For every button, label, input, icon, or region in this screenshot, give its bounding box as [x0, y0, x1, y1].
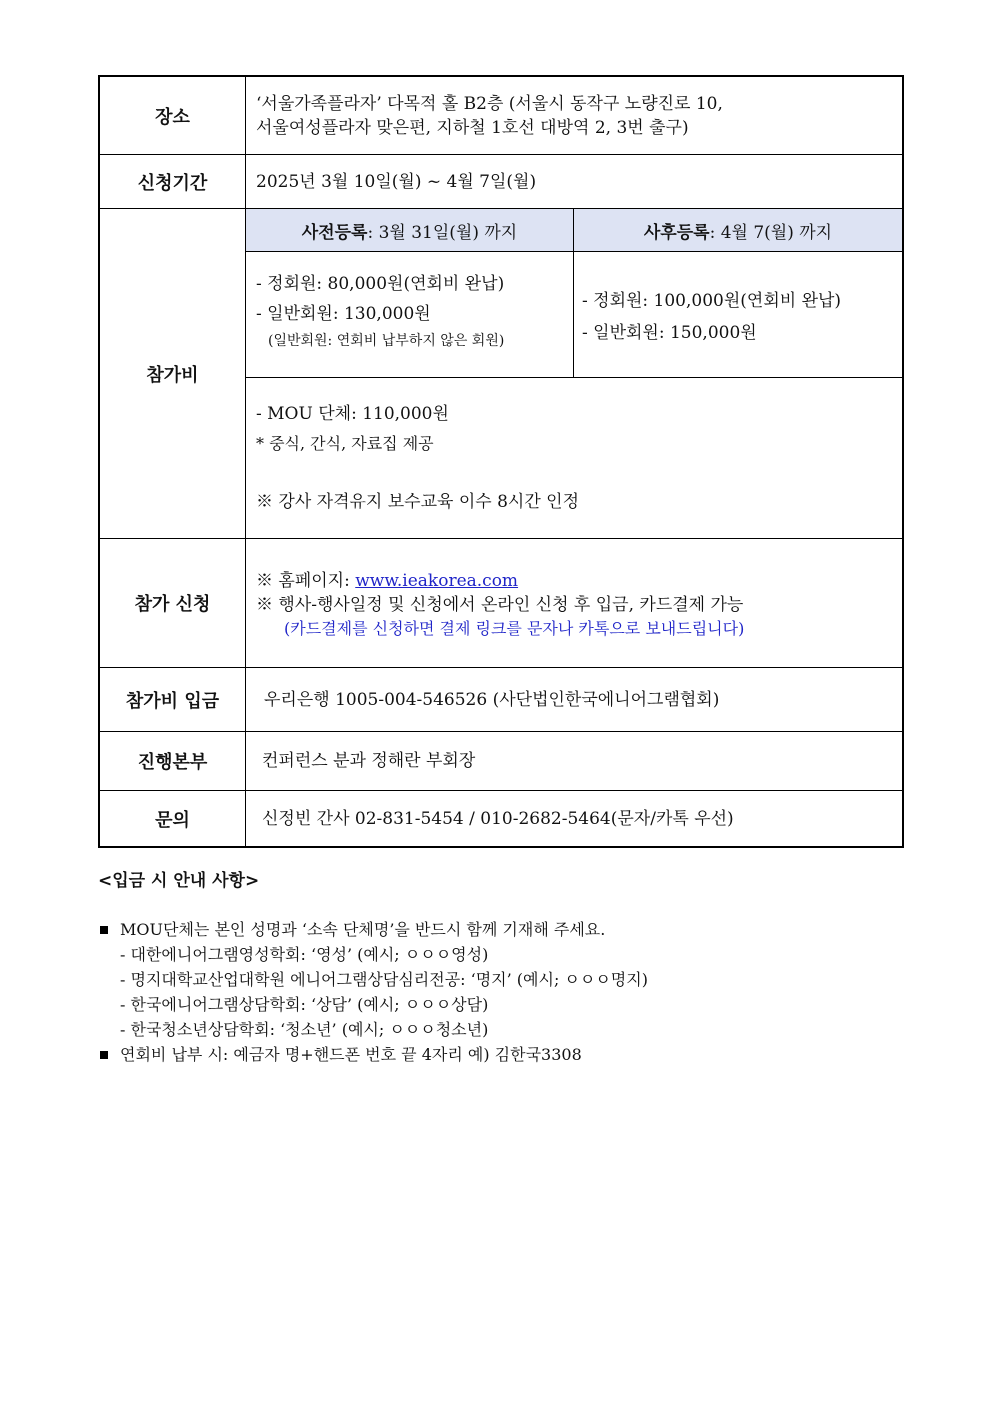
label-fee: 참가비 — [100, 209, 246, 538]
venue-line-1: ‘서울가족플라자’ 다목적 홀 B2층 (서울시 동작구 노량진로 10, — [256, 93, 723, 114]
homepage-line — [256, 569, 902, 593]
note-bullet-mou-text: MOU단체는 본인 성명과 ‘소속 단체명’을 반드시 함께 기재해 주세요. — [120, 920, 606, 939]
value-venue — [246, 77, 902, 154]
row-deposit — [100, 668, 902, 732]
info-table — [98, 75, 904, 848]
row-apply — [100, 539, 902, 668]
note-sub-item: - 대한에니어그램영성학회: ‘영성’ (예시; ㅇㅇㅇ영성) — [120, 945, 489, 964]
early-head-bold: 사전등록 — [301, 222, 368, 243]
label-apply: 참가 신청 — [100, 539, 246, 667]
value-organizer: 컨퍼런스 분과 정해란 부회장 — [262, 751, 476, 771]
homepage-prefix: ※ 홈페이지: — [256, 571, 356, 591]
note-bullet-mou — [98, 917, 818, 942]
label-period: 신청기간 — [100, 155, 246, 208]
square-bullet-icon — [100, 926, 108, 934]
late-fees — [574, 252, 902, 378]
label-venue: 장소 — [100, 77, 246, 154]
early-registration-header — [246, 209, 574, 252]
training-credit-note: ※ 강사 자격유지 보수교육 이수 8시간 인정 — [256, 492, 579, 512]
fee-extra — [246, 378, 902, 538]
early-fee-general: - 일반회원: 130,000원 — [256, 304, 431, 324]
value-period: 2025년 3월 10일(월) ~ 4월 7일(월) — [256, 171, 537, 192]
late-fee-general: - 일반회원: 150,000원 — [582, 323, 757, 343]
late-fee-regular: - 정회원: 100,000원(연회비 완납) — [582, 291, 842, 311]
row-period — [100, 155, 902, 209]
row-fee — [100, 209, 902, 539]
deposit-notes — [98, 866, 818, 1067]
venue-line-2: 서울여성플라자 맞은편, 지하철 1호선 대방역 2, 3번 출구) — [256, 117, 689, 138]
square-bullet-icon — [100, 1051, 108, 1059]
mou-fee: - MOU 단체: 110,000원 — [256, 404, 449, 424]
meal-provided-note: * 중식, 간식, 자료집 제공 — [256, 434, 434, 453]
late-registration-header — [574, 209, 902, 252]
late-head-rest: : 4월 7(월) 까지 — [709, 222, 833, 243]
row-organizer — [100, 732, 902, 791]
note-sub-item: - 명지대학교산업대학원 에니어그램상담심리전공: ‘명지’ (예시; ㅇㅇㅇ명지) — [120, 970, 648, 989]
apply-instructions: ※ 행사-행사일정 및 신청에서 온라인 신청 후 입금, 카드결제 가능 — [256, 595, 744, 615]
value-apply — [246, 539, 902, 667]
homepage-link[interactable]: www.ieakorea.com — [355, 571, 519, 591]
early-fee-regular: - 정회원: 80,000원(연회비 완납) — [256, 274, 505, 294]
note-bullet-dues-text: 연회비 납부 시: 예금자 명+핸드폰 번호 끝 4자리 예) 김한국3308 — [120, 1045, 582, 1064]
late-head-bold: 사후등록 — [643, 222, 710, 243]
early-head-rest: : 3월 31일(월) 까지 — [367, 222, 518, 243]
row-venue — [100, 77, 902, 155]
label-inquiry: 문의 — [100, 791, 246, 847]
early-fee-note: (일반회원: 연회비 납부하지 않은 회원) — [268, 333, 505, 349]
label-organizer: 진행본부 — [100, 732, 246, 790]
note-bullet-dues — [98, 1042, 818, 1067]
label-deposit: 참가비 입금 — [100, 668, 246, 731]
card-payment-note: (카드결제를 신청하면 결제 링크를 문자나 카톡으로 보내드립니다) — [284, 619, 745, 638]
early-fees — [246, 252, 574, 378]
notes-title: <입금 시 안내 사항> — [98, 871, 260, 891]
row-inquiry — [100, 791, 902, 847]
value-deposit: 우리은행 1005-004-546526 (사단법인한국에니어그램협회) — [264, 689, 720, 710]
note-sub-item: - 한국청소년상담학회: ‘청소년’ (예시; ㅇㅇㅇ청소년) — [120, 1020, 489, 1039]
note-sub-item: - 한국에니어그램상담학회: ‘상담’ (예시; ㅇㅇㅇ상담) — [120, 995, 489, 1014]
value-inquiry: 신정빈 간사 02-831-5454 / 010-2682-5464(문자/카톡 우선) — [262, 809, 734, 829]
